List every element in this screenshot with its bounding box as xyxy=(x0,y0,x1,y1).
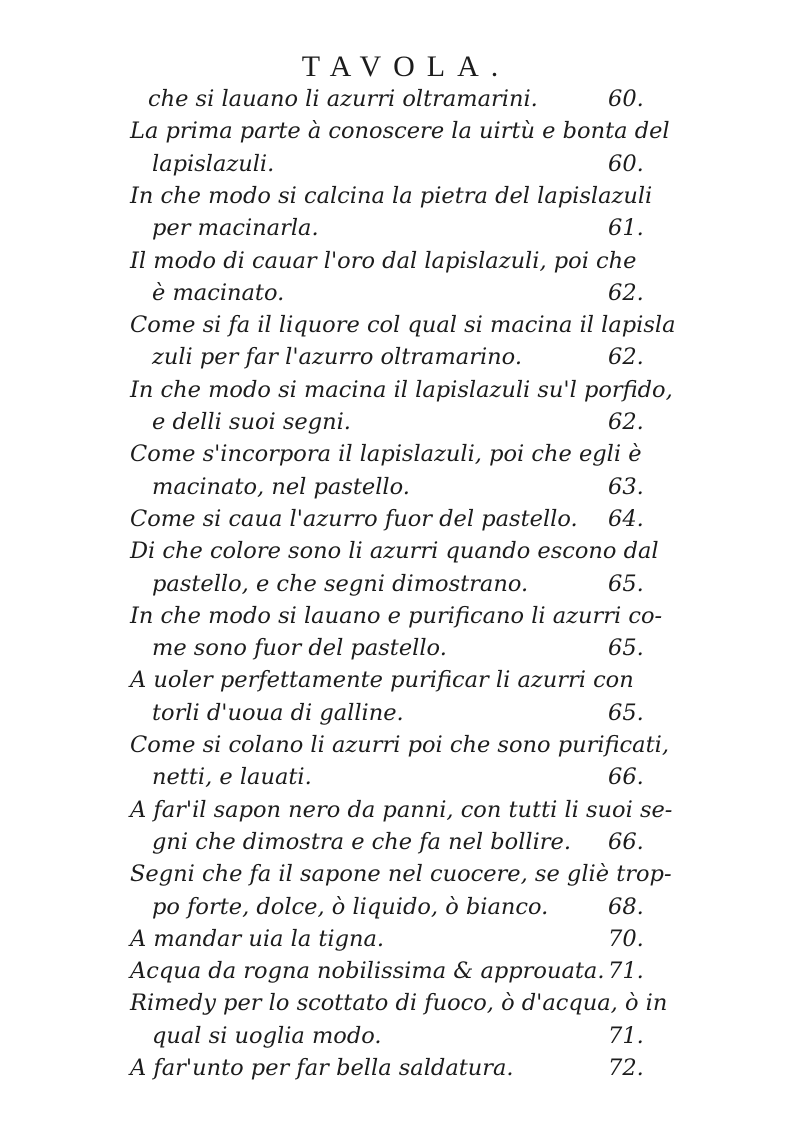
entry-continuation-line: gni che dimostra e che fa nel bollire. xyxy=(152,828,572,855)
entry-page-number: 65. xyxy=(608,699,644,726)
entry-page-number: 64. xyxy=(608,505,644,532)
entry-title-line: Segni che fa il sapone nel cuocere, se gliè trop- xyxy=(130,861,672,888)
entry-page-number: 68. xyxy=(608,893,644,920)
entry-continuation-line: netti, e lauati. xyxy=(152,764,312,791)
entry-page-number: 70. xyxy=(608,925,644,952)
entry-page-number: 62. xyxy=(608,279,644,306)
entry-title-line: A far'il sapon nero da panni, con tutti li suoi se- xyxy=(130,796,673,823)
page-header-title: TAVOLA. xyxy=(301,50,511,83)
entry-title-line: Acqua da rogna nobilissima & approuata. xyxy=(130,958,605,985)
entry-continuation-line: e delli suoi segni. xyxy=(152,409,351,435)
entry-page-number: 63. xyxy=(608,473,644,500)
entry-title-line: A mandar uia la tigna. xyxy=(130,925,385,952)
entry-page-number: 65. xyxy=(608,570,644,597)
entry-page-number: 66. xyxy=(608,764,644,791)
entry-title-line: Come si colano li azurri poi che sono purificati, xyxy=(130,732,669,758)
entry-continuation-line: po forte, dolce, ò liquido, ò bianco. xyxy=(152,893,549,920)
entry-title-line: Come si caua l'azurro fuor del pastello. xyxy=(130,505,578,532)
entry-page-number: 60. xyxy=(608,86,644,112)
entry-page-number: 71. xyxy=(608,1022,644,1049)
entry-title-line: A far'unto per far bella saldatura. xyxy=(130,1055,514,1081)
entry-page-number: 72. xyxy=(608,1055,644,1081)
entry-title-line: La prima parte à conoscere la uirtù e bonta del xyxy=(130,118,670,145)
entry-title-line: Il modo di cauar l'oro dal lapislazuli, poi che xyxy=(130,247,637,274)
entry-title-line: Rimedy per lo scottato di fuoco, ò d'acqua, ò in xyxy=(130,990,668,1017)
entry-page-number: 65. xyxy=(608,635,644,662)
entry-continuation-line: pastello, e che segni dimostrano. xyxy=(152,570,529,597)
entry-title-line: che si lauano li azurri oltramarini. xyxy=(148,86,538,112)
entry-continuation-line: qual si uoglia modo. xyxy=(152,1022,382,1049)
entry-title-line: Di che colore sono li azurri quando escono dal xyxy=(130,538,659,565)
entry-continuation-line: macinato, nel pastello. xyxy=(152,473,410,500)
entry-page-number: 62. xyxy=(608,409,644,435)
entry-continuation-line: zuli per far l'azurro oltramarino. xyxy=(152,344,522,371)
entry-continuation-line: per macinarla. xyxy=(152,215,319,242)
entry-title-line: Come s'incorpora il lapislazuli, poi che egli è xyxy=(130,441,642,468)
entry-continuation-line: torli d'uoua di galline. xyxy=(152,699,404,726)
entry-page-number: 71. xyxy=(608,958,644,985)
entry-title-line: A uoler perfettamente purificar li azurri con xyxy=(130,667,634,694)
entry-title-line: In che modo si calcina la pietra del lapislazuli xyxy=(130,182,653,209)
entry-page-number: 61. xyxy=(608,215,644,242)
entry-continuation-line: lapislazuli. xyxy=(152,150,275,177)
entry-page-number: 60. xyxy=(608,150,644,177)
entry-title-line: Come si fa il liquore col qual si macina il lapisla xyxy=(130,312,676,339)
entry-page-number: 66. xyxy=(608,828,644,855)
entry-title-line: In che modo si lauano e purificano li azurri co- xyxy=(130,602,663,629)
entry-page-number: 62. xyxy=(608,344,644,371)
entry-continuation-line: è macinato. xyxy=(152,279,285,306)
entry-continuation-line: me sono fuor del pastello. xyxy=(152,635,447,662)
entry-title-line: In che modo si macina il lapislazuli su'l porfido, xyxy=(130,376,673,403)
